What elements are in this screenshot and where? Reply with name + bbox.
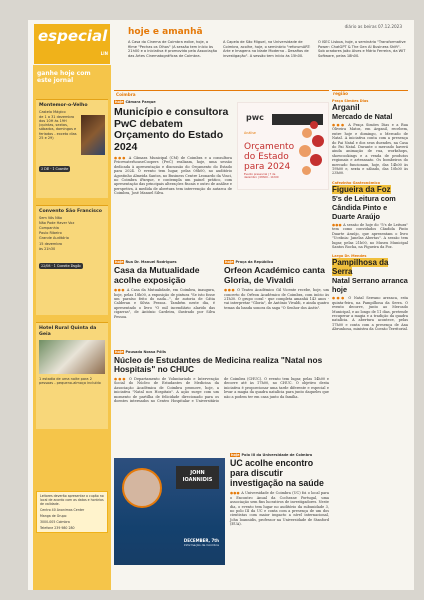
article-kicker [114, 100, 232, 104]
main-column [114, 90, 329, 590]
pwc-ad [237, 102, 329, 190]
brand-block [34, 24, 110, 64]
pwc-logo: pwc [246, 113, 264, 122]
teaser-col-3: O ISEC Lisboa, hoje, o seminário "Transformative Power: ChatGPT & The Gen AI Business Shift". Sob oradores João Alves e Mário Ferreira, da WIT Software, pelas 18h00. [318, 40, 406, 58]
promo-box-convento[interactable] [36, 205, 108, 315]
kicker-tag: hoje [115, 350, 124, 354]
ad-small-text: Evento presencial | 7 de dezembro | 08h00 - 11h00 [244, 173, 279, 180]
image-caption: Informação de Coimbra [183, 543, 219, 547]
promo-pill[interactable]: 22/08 - 1 Convite Duplo [41, 263, 81, 268]
promo-line: Não Pode Haver Voz [39, 220, 75, 225]
kicker-tag: hoje [115, 100, 124, 104]
brand-subtitle: LIN [100, 51, 108, 56]
article-uc[interactable] [230, 453, 329, 527]
article-text-body: O Natal Serrano arranca, esta quinta-feira, na Pampilhosa da Serra. O evento decorre, junto ao Mercado Municipal, e ao longo de 11 dias, pretende recuperar a magia e a tradição da quadra natalícia. A abertura acontece, pelas 17h00 e conta com a presença de Ana Abrunhosa, ministra da Coesão Territorial. [332, 296, 408, 332]
promo-box-hotel[interactable] [36, 322, 108, 429]
ad-graphic [296, 121, 324, 179]
article-place-text: Figueira da Foz [332, 184, 391, 194]
graphic-dot [310, 154, 322, 166]
graphic-dot [299, 145, 311, 157]
article-text: ●●● A Praça Simões Dias e a Rua Oliveira Matos, em Arganil, recebem, entre hoje e domingo, o Mercado de Natal. A iniciativa conta com a presença do Pai Natal e dos seus duendes, na Casa do Pai Natal. Durante o mercado haverá ainda animação de rua, workshops, showcookings e a venda de produtos regionais e artesanato. Os bombeiros do mercado funcionam, hoje, das 14h00 às 19h00 e, sexta e sábado, das 10h00 às 23h00. [332, 123, 408, 176]
article-text: ●●● A Universidade de Coimbra (UC) foi o local para o Encontro Anual da Cochrane Portugal, uma associação sem fins lucrativos de investigadores. Neste dia, o evento tem lugar no auditório da subunidade 3, no polo III da UC e conta com a presença de um dos cientistas com maior impacto a nível internacional, John Ioannidis, professor na Universidade de Stanford (EUA). [230, 491, 329, 527]
article-headline: 5's de Leitura com Cândida Pinto e Duarte Araújo [332, 193, 396, 221]
article-kicker [224, 260, 329, 264]
article-text-body: A Praça Simões Dias e a Rua Oliveira Matos, em Arganil, recebem, entre hoje e domingo, o Mercado de Natal. A iniciativa conta com a presença do Pai Natal e dos seus duendes, na Casa do Pai Natal. Durante o mercado haverá ainda animação de rua, workshops, showcookings e a venda de produtos regionais e artesanato. Os bombeiros do mercado funcionam, hoje, das 14h00 às 19h00 e, sexta e sábado, das 10h00 às 23h00. [332, 123, 408, 176]
promo-line: Companhia [39, 225, 59, 230]
left-column-header: ganhe hoje com este jornal [37, 70, 91, 84]
article-kicker [114, 350, 329, 354]
article-pwc[interactable] [114, 100, 232, 196]
graphic-dot [302, 166, 311, 175]
newspaper-page [28, 20, 414, 590]
promo-line: 15 dezembro [39, 241, 63, 246]
article-place-text: Pampilhosa da Serra [332, 258, 389, 277]
article-text-body: A Universidade de Coimbra (UC) foi o local para o Encontro Anual da Cochrane Portugal, uma associação sem fins lucrativos de investigadores. Neste dia, o evento tem lugar no auditório da subunidade 3, no polo III da UC e conta com a presença de um dos cientistas com maior impacto a nível internacional, John Ioannidis, professor na Universidade de Stanford (EUA). [230, 491, 329, 527]
promo-line: Grande Auditório [39, 236, 69, 241]
ad-title: Orçamento do Estado para 2024 [244, 142, 295, 172]
kicker-text: Câmara Parque [125, 100, 156, 104]
graphic-dot [310, 121, 318, 129]
article-text: ●●● O Departamento de Voluntariado e Intervenção Social do Núcleo de Estudantes de Medicina da Associação Académica de Coimbra promove, hoje, a iniciativa "Natal nos Hospitais". A ação surge com um momento de partilha de felicidade direcionado para os doentes internados no Centro Hospitalar e Universitário de Coimbra (CHUC). O evento tem lugar, pelas 14h00 e decorre até às 17h00, no CHUC. O objetivo desta iniciativa é proporcionar uma tarde diferente e especial e levar a magia da quadra natalícia para junto daqueles que não a podem ter em casa junto da família. [114, 377, 329, 404]
article-text: ●●● O Teatro Académico Gil Vicente recebe, hoje, um concerto do Orfeon Académico de Coimbra, com início às 21h30. O grupo coral - que completa amanhã 143 anos - vai interpretar "Gloria", de António Vivaldi, e ainda quatro temas da banda sonora da saga "O Senhor dos Anéis". [224, 288, 329, 310]
article-headline: Casa da Mutualidade acolhe exposição [114, 265, 200, 285]
article-kicker: Praça Simões Dias [332, 99, 369, 103]
article-text: ●●● A Casa da Mutualidade, em Coimbra, inaugura, hoje, pelas 18h00, a exposição de pintura "Se isto fosse um paraíso feito do nada...", de autoria de Cátia Calderan e Silvia Pessoa. Também neste dia, é apresentado o livro "O mil incendiário alarido das cigarras", de António Cardeira, ilustrado por Silva Pessoa. [114, 288, 216, 319]
article-arganil[interactable] [332, 99, 408, 176]
article-text-body: O Teatro Académico Gil Vicente recebe, hoje, um concerto do Orfeon Académico de Coimbra, com início às 21h30. O grupo coral - que completa amanhã 143 anos - vai interpretar "Gloria", de António Vivaldi, e ainda quatro temas da banda sonora da saga "O Senhor dos Anéis". [224, 288, 329, 310]
article-text: ●●● A sessão de hoje do "5's de Leitura" tem como convidados Cândida Pinto Duarte Araújo, que apresentam o livro "Ucrânia: Janelas Abertas". A sessão tem lugar, pelas 21h00, no Museu Municipal Santos Rocha, na Figueira da Foz. [332, 222, 408, 249]
image-banner: JOHN IOANNIDIS [176, 466, 219, 489]
kicker-text: Polo III da Universidade de Coimbra [241, 453, 313, 457]
portrait-photo [122, 468, 162, 508]
article-headline: UC acolhe encontro para discutir investigação na saúde [230, 458, 324, 488]
article-text: ●●● O Natal Serrano arranca, esta quinta-feira, na Pampilhosa da Serra. O evento decorre, junto ao Mercado Municipal, e ao longo de 11 dias, pretende recuperar a magia e a tradição da quadra natalícia. A abertura acontece, pelas 17h00 e conta com a presença de Ana Abrunhosa, ministra da Coesão Territorial. [332, 296, 408, 332]
ad-label: Análise [244, 131, 256, 135]
article-medicina[interactable] [114, 350, 329, 403]
footer-line: 3000-005 Coimbra [40, 520, 70, 524]
article-text: ●●● A Câmara Municipal (CM) de Coimbra e a consultora PricewaterhouseCoopers (PwC) realizam, hoje, uma sessão dedicada à apresentação e discussão do Orçamento do Estado para 2024. O evento tem lugar, pelas 08h00, no auditório Agostinho Almeida Santos, no Business Centre Leonardo da Vinci, no Coimbra iParque, e contempla um painel prático, com apresentação das principais alterações fiscais e outro de análise e perspetiva, à medida de abertura tem intervenção do autarca de Coimbra, José Manuel Silva. [114, 156, 233, 196]
article-orfeon[interactable] [224, 260, 329, 310]
footer-line: Manga de Grupo [40, 514, 67, 518]
promo-pill[interactable]: 3 DE - 1 Convite [41, 166, 69, 171]
promo-box-castelo[interactable] [36, 99, 108, 198]
article-pampilhosa[interactable] [332, 254, 408, 331]
article-place: Arganil [332, 103, 360, 112]
promo-line: Sem Vós Não [39, 215, 63, 220]
article-headline: Mercado de Natal [332, 112, 393, 121]
main-section-label: Coimbra [116, 92, 136, 97]
kicker-text: Rua Dr. Manuel Rodrigues [125, 260, 177, 264]
main-section-bar [114, 90, 329, 96]
footer-line: Leitores deverão apresentar o cupão no local de acordo com as datas e horários de validade. [40, 494, 104, 506]
image-date: DECEMBER, 7th [183, 538, 219, 543]
kicker-text: Pousada Nossa Pólis [125, 350, 167, 354]
right-column [332, 90, 408, 590]
article-text-body: O Departamento de Voluntariado e Intervenção Social do Núcleo de Estudantes de Medicina da Associação Académica de Coimbra promove, hoje, a iniciativa "Natal nos Hospitais". A ação surge com um momento de partilha de felicidade direcionado para os doentes internados no Centro Hospitalar e Universitário de Coimbra (CHUC). O evento tem lugar, pelas 14h00 e decorre até às 17h00, no CHUC. O objetivo desta iniciativa é proporcionar uma tarde diferente e especial e levar a magia da quadra natalícia para junto daqueles que não a podem ter em casa junto da família. [114, 377, 329, 404]
article-headline: Município e consultora PwC debatem Orçamento do Estado 2024 [114, 106, 229, 153]
article-headline: Orfeon Académico canta Gloria, de Vivaldi [224, 265, 325, 285]
teaser-col-2: A Capela de São Miguel, na Universidade de Coimbra, acolhe, hoje, o seminário "reforumART: Arte e Imagens na Idade Moderna - Desafios de investigação". A sessão tem início às 15h00. [223, 40, 311, 58]
kicker-tag: hoje [225, 260, 234, 264]
promo-text: 1 estadia de uma noite para 2 pessoas - pequeno-almoço incluído [39, 377, 101, 386]
article-text-body: A Casa da Mutualidade, em Coimbra, inaugura, hoje, pelas 18h00, a exposição de pintura "Se isto fosse um paraíso feito do nada...", de autoria de Cátia Calderan e Silvia Pessoa. Também neste dia, é apresentado o livro "O mil incendiário alarido das cigarras", de António Cardeira, ilustrado por Silva Pessoa. [114, 288, 216, 319]
promo-line: Paulo Ribeiro [39, 231, 62, 236]
article-figueira[interactable] [332, 181, 408, 249]
promo-text: de 1 a 31 dezembro dos 10H às 19H (quintas, sextas, sábados, domingos e feriados - exceto dias 25 e 29) [39, 114, 77, 140]
hotel-image [39, 340, 105, 374]
left-promo-column [33, 65, 111, 590]
footer-line: Centro 40 Anonimas Center [40, 508, 85, 512]
article-place [332, 258, 408, 276]
graphic-dot [312, 135, 324, 147]
article-text-body: A sessão de hoje do "5's de Leitura" tem como convidados Cândida Pinto Duarte Araújo, que apresentam o livro "Ucrânia: Janelas Abertas". A sessão tem lugar, pelas 21h00, no Museu Municipal Santos Rocha, na Figueira da Foz. [332, 222, 408, 249]
article-text-body: A Câmara Municipal (CM) de Coimbra e a consultora PricewaterhouseCoopers (PwC) realizam, hoje, uma sessão dedicada à apresentação e discussão do Orçamento do Estado para 2024. O evento tem lugar, pelas 08h00, no auditório Agostinho Almeida Santos, no Business Centre Leonardo da Vinci, no Coimbra iParque, e contempla um painel prático, com apresentação das principais alterações fiscais e outro de análise e perspetiva, à medida de abertura tem intervenção do autarca de Coimbra, José Manuel Silva. [114, 156, 233, 196]
right-section-bar: região [332, 90, 408, 96]
promo-subtitle: Castelo Mágico [39, 109, 66, 114]
promo-footer [36, 491, 108, 533]
promo-line: às 21h30 [39, 246, 56, 251]
graphic-dot [302, 128, 312, 138]
john-ioannidis-image [114, 458, 225, 565]
page-meta: diário as beiras 07.12.2023 [344, 24, 402, 29]
teaser-col-1: A Casa do Cinema de Coimbra exibe, hoje, o filme "Pechas os Olhos" (A sessão tem início às 21h00 e a iniciativa é promovida pela Associação das Artes Cinematográficas de Coimbra. [128, 40, 218, 58]
article-headline: Natal Serrano arranca hoje [332, 276, 408, 295]
kicker-tag: hoje [231, 453, 240, 457]
kicker-tag: hoje [115, 260, 124, 264]
article-kicker [114, 260, 215, 264]
kicker-text: Praça da República [235, 260, 274, 264]
article-place [332, 185, 408, 194]
article-headline: Núcleo de Estudantes de Medicina realiza "Natal nos Hospitais" no CHUC [114, 355, 323, 374]
event-teaser-strip [128, 40, 408, 75]
article-kicker: Largo Dr. Mendes [332, 254, 367, 259]
article-kicker [230, 453, 329, 457]
promo-title: Convento São Francisco [39, 209, 102, 214]
article-mutualidade[interactable] [114, 260, 215, 319]
footer-line: Telefone 239 980 280 [40, 526, 75, 530]
promo-image [81, 115, 105, 155]
promo-title: Montemor-o-Velho [39, 103, 88, 108]
article-kicker: Cafezinho Gastronómico [332, 180, 381, 185]
section-title: hoje e amanhã [128, 27, 203, 37]
brand-title: especial [38, 27, 108, 45]
promo-title: Hotel Rural Quinta da Geia [39, 326, 97, 337]
